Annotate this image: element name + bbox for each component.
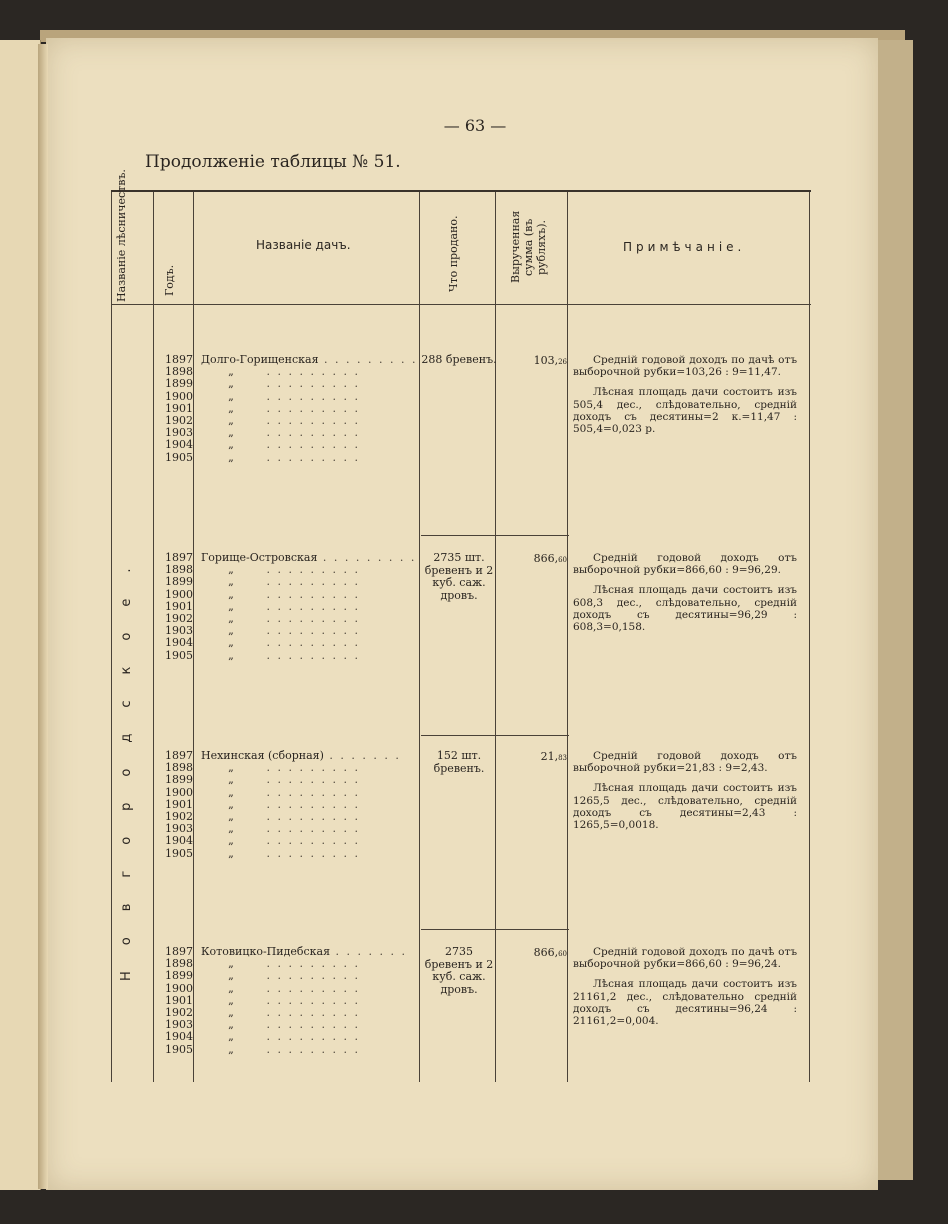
note-area: Лѣсная площадь дачи состоитъ изъ 505,4 дес., слѣдовательно, средній доходъ съ десятины=2 к.=11,47 : 505,4=0,023 р. <box>573 386 797 436</box>
estate-name-list: Долго-Горищенская . . . . . . . . . „ . . . . . . . . . „ . . . . . . . . . „ . . . . . . . . . „ . . . . . . . . . „ . . . . . . . . . „ . . . . . . . . . „ . . . . . . . . . „ . . . . . . . . . <box>201 354 417 464</box>
ditto-mark: „ <box>228 625 234 638</box>
ditto-mark: „ <box>228 613 234 626</box>
table-caption: Продолженіе таблицы № 51. <box>145 152 401 172</box>
ditto-mark: „ <box>228 982 234 995</box>
year: 1898 <box>165 365 193 379</box>
year: 1899 <box>165 773 193 787</box>
estate-name-list: Котовицко-Пидебская . . . . . . . „ . . . . . . . . . „ . . . . . . . . . „ . . . . . . . . . „ . . . . . . . . . „ . . . . . . . . . „ . . . . . . . . . „ . . . . . . . . . „ . . . . . . . . . <box>201 946 407 1056</box>
ditto-mark: „ <box>228 835 234 848</box>
year: 1902 <box>165 1006 193 1020</box>
ditto-mark: „ <box>228 576 234 589</box>
year: 1900 <box>165 389 193 403</box>
year: 1902 <box>165 414 193 428</box>
note-cell <box>573 552 797 641</box>
sold-cell: 2735 бревенъ и 2 куб. саж. дровъ. <box>424 945 494 996</box>
estate-name-list: Горище-Островская . . . . . . . . . „ . . . . . . . . . „ . . . . . . . . . „ . . . . . . . . . „ . . . . . . . . . „ . . . . . . . . . „ . . . . . . . . . „ . . . . . . . . . „ . . . . . . . . . <box>201 552 417 662</box>
header-forestry: Названіе лѣсничествъ. <box>115 169 128 302</box>
sum-fraction: 83 <box>558 754 567 762</box>
year: 1898 <box>165 563 193 577</box>
ditto-mark: „ <box>228 439 234 452</box>
year: 1898 <box>165 761 193 775</box>
year: 1901 <box>165 401 193 415</box>
year: 1897 <box>165 945 193 958</box>
note-area: Лѣсная площадь дачи состоитъ изъ 21161,2 дес., слѣдовательно средній доходъ съ десятины=96,24 : 21161,2=0,004. <box>573 978 797 1028</box>
sum-fraction: 60 <box>558 950 567 958</box>
year: 1901 <box>165 993 193 1007</box>
note-cell <box>573 946 797 1035</box>
note-area: Лѣсная площадь дачи состоитъ изъ 1265,5 дес., слѣдовательно, средній доходъ съ десятины=2,43 : 1265,5=0,0018. <box>573 782 797 832</box>
ditto-mark: „ <box>228 427 234 440</box>
header-note: Примѣчаніе. <box>623 240 746 254</box>
year: 1897 <box>165 551 193 564</box>
year: 1904 <box>165 636 193 650</box>
forestry-name: Новгородское. <box>119 542 134 982</box>
sold-cell: 288 бревенъ. <box>421 353 497 366</box>
year: 1897 <box>165 353 193 366</box>
sold-cell: 152 шт. бревенъ. <box>433 749 485 775</box>
ditto-mark: „ <box>228 366 234 379</box>
sum-cell <box>499 750 567 763</box>
ditto-mark: „ <box>228 588 234 601</box>
column-rule <box>153 192 154 1082</box>
year-list <box>159 354 193 464</box>
ditto-mark: „ <box>228 600 234 613</box>
year: 1899 <box>165 575 193 589</box>
ditto-mark: „ <box>228 1031 234 1044</box>
estate-name: Долго-Горищенская <box>201 354 319 366</box>
note-income: Средній годовой доходъ отъ выборочной рубки=21,83 : 9=2,43. <box>573 750 797 775</box>
year: 1901 <box>165 797 193 811</box>
sum-cell <box>499 354 567 367</box>
year-list <box>159 552 193 662</box>
ditto-mark: „ <box>228 774 234 787</box>
note-cell <box>573 354 797 443</box>
year: 1904 <box>165 438 193 452</box>
group-rule <box>421 735 569 736</box>
year: 1902 <box>165 810 193 824</box>
column-rule <box>567 192 568 1082</box>
table-border-left <box>111 192 112 1082</box>
ditto-mark: „ <box>228 811 234 824</box>
year-list <box>159 946 193 1056</box>
estate-name-list: Нехинская (сборная) . . . . . . . „ . . . . . . . . . „ . . . . . . . . . „ . . . . . . . . . „ . . . . . . . . . „ . . . . . . . . . „ . . . . . . . . . „ . . . . . . . . . „ . . . . . . . . . <box>201 750 401 860</box>
facing-page-edge <box>0 40 41 1190</box>
ditto-mark: „ <box>228 823 234 836</box>
sum-integer: 21, <box>540 750 559 763</box>
year: 1903 <box>165 1018 193 1032</box>
header-sold: Что продано. <box>447 215 460 293</box>
note-income: Средній годовой доходъ отъ выборочной рубки=866,60 : 9=96,29. <box>573 552 797 577</box>
ditto-mark: „ <box>228 451 234 464</box>
year: 1902 <box>165 612 193 626</box>
estate-name: Нехинская (сборная) <box>201 750 324 762</box>
column-rule <box>419 192 420 1082</box>
ditto-mark: „ <box>228 1019 234 1032</box>
year-list <box>159 750 193 860</box>
book-binding <box>38 44 48 1189</box>
ditto-mark: „ <box>228 402 234 415</box>
year: 1903 <box>165 426 193 440</box>
ditto-mark: „ <box>228 798 234 811</box>
ditto-mark: „ <box>228 564 234 577</box>
year: 1905 <box>165 648 193 662</box>
ditto-mark: „ <box>228 958 234 971</box>
note-income: Средній годовой доходъ по дачѣ отъ выборочной рубки=103,26 : 9=11,47. <box>573 354 797 379</box>
group-rule <box>421 929 569 930</box>
sum-fraction: 60 <box>558 556 567 564</box>
page-number: — 63 — <box>443 116 507 135</box>
sum-integer: 866, <box>533 552 559 565</box>
ditto-mark: „ <box>228 1007 234 1020</box>
year: 1905 <box>165 846 193 860</box>
note-cell <box>573 750 797 839</box>
note-area: Лѣсная площадь дачи состоитъ изъ 608,3 дес., слѣдовательно, средній доходъ съ десятины=96,29 : 608,3=0,158. <box>573 584 797 634</box>
ditto-mark: „ <box>228 390 234 403</box>
group-rule <box>421 535 569 536</box>
year: 1900 <box>165 587 193 601</box>
ditto-mark: „ <box>228 649 234 662</box>
ditto-mark: „ <box>228 970 234 983</box>
sum-cell <box>499 552 567 565</box>
table-border-right <box>809 192 810 1082</box>
ditto-mark: „ <box>228 378 234 391</box>
year: 1905 <box>165 450 193 464</box>
year: 1897 <box>165 749 193 762</box>
column-rule <box>193 192 194 1082</box>
ditto-mark: „ <box>228 1043 234 1056</box>
estate-name: Горище-Островская <box>201 552 318 564</box>
note-income: Средній годовой доходъ по дачѣ отъ выборочной рубки=866,60 : 9=96,24. <box>573 946 797 971</box>
year: 1904 <box>165 1030 193 1044</box>
year: 1898 <box>165 957 193 971</box>
ditto-mark: „ <box>228 637 234 650</box>
sum-integer: 103, <box>533 354 559 367</box>
year: 1905 <box>165 1042 193 1056</box>
ditto-mark: „ <box>228 762 234 775</box>
year: 1900 <box>165 981 193 995</box>
year: 1899 <box>165 969 193 983</box>
ditto-mark: „ <box>228 847 234 860</box>
ditto-mark: „ <box>228 994 234 1007</box>
sum-fraction: 26 <box>558 358 567 366</box>
sum-integer: 866, <box>533 946 559 959</box>
header-year: Годъ. <box>163 264 176 296</box>
header-sum: Вырученная сумма (въ рубляхъ). <box>509 210 548 284</box>
header-rule <box>111 304 811 305</box>
header-name: Названіе дачъ. <box>256 238 351 252</box>
estate-name: Котовицко-Пидебская <box>201 946 331 958</box>
year: 1904 <box>165 834 193 848</box>
sum-cell <box>499 946 567 959</box>
year: 1903 <box>165 624 193 638</box>
year: 1899 <box>165 377 193 391</box>
ditto-mark: „ <box>228 415 234 428</box>
year: 1900 <box>165 785 193 799</box>
sold-cell: 2735 шт. бревенъ и 2 куб. саж. дровъ. <box>424 551 494 602</box>
forestry-income-table <box>111 169 811 1082</box>
year: 1903 <box>165 822 193 836</box>
page-stack-edge <box>875 40 913 1180</box>
year: 1901 <box>165 599 193 613</box>
ditto-mark: „ <box>228 786 234 799</box>
